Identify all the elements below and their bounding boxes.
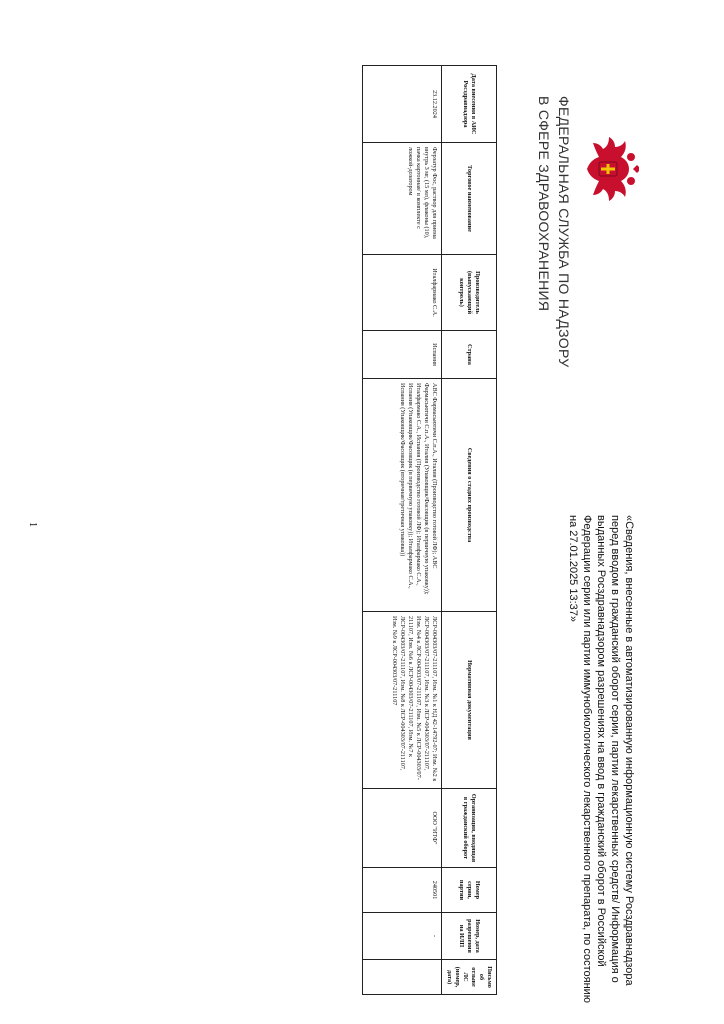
header-trade-name: Торговое наименование xyxy=(442,143,497,255)
registry-table xyxy=(362,65,497,995)
document-title: «Сведения, внесенные в автоматизированную информационную систему Росздравнадзора перед вводом в гражданский оборот серии, партии лекарственных средств/ Информация о выданных Росздравнадзором разрешениях на ввод в гражданский оборот в Российской Федерации серии или партии иммунобиологического лекарственного препарата, по состоянию на 27.01.2025 13:37» xyxy=(567,515,635,1004)
header-organization: Организация, вводящая в гражданский оборот xyxy=(442,789,497,868)
header-production-stages: Сведения о стадиях производства xyxy=(442,379,497,612)
agency-name-line1: ФЕДЕРАЛЬНАЯ СЛУЖБА ПО НАДЗОРУ xyxy=(556,96,572,368)
cell-permit-number: - xyxy=(363,913,442,960)
cell-trade-name: Ферзатур Фос, раствор для приема внутрь 3 мг, (15 мл), флаконы (10), пачка картонная/ в комплекте с ложкой-дозатором xyxy=(363,143,442,255)
cell-recall-letter xyxy=(363,960,442,995)
table-row xyxy=(363,66,442,995)
cell-batch-number: 240501 xyxy=(363,868,442,913)
header-batch-number: Номер серии, партии xyxy=(442,868,497,913)
double-headed-eagle-emblem-icon xyxy=(583,135,639,203)
header-country: Страна xyxy=(442,331,497,379)
agency-name-line2: В СФЕРЕ ЗДРАВООХРАНЕНИЯ xyxy=(536,96,552,312)
header-entry-date: Дата внесения в АИС Росздравнадзора xyxy=(442,66,497,143)
cell-regulatory-docs: ЛСР-004303/07-211107, Изм. №1 к НД 42-14792-07; Изм. №2 к ЛСР-004303/07-211107, Изм. №3 к ЛСР-004303/07-211107, Изм. №4 к ЛСР-004303/07-211107, Изм. №5 к ЛСР-004303/07-211107, Изм. №6 к ЛСР-004303/07-211107, Изм. №7 к ЛСР-004303/07-211107, Изм. №8 к ЛСР-004303/07-211107, Изм. №9 к ЛСР-004303/07-211107 xyxy=(363,612,442,789)
cell-entry-date: 23.12.2024 xyxy=(363,66,442,143)
header-permit-number: Номер, дата разрешения на ИЛП xyxy=(442,913,497,960)
agency-name xyxy=(534,96,574,436)
cell-manufacturer: Италфармако С.А. xyxy=(363,255,442,331)
cell-country: Испания xyxy=(363,331,442,379)
cell-production-stages: АВС Фармасьютичи С.п.А., Италия (Производство готовой ЛФ); АВС Фармасьютичи С.п.А., Италия (Упаковщик/Фасовщик (в первичную упаковку)); Италфармако С.А., Испания (Производство готовой ЛФ); Италфармако С.А., Испания (Упаковщик/Фасовщик (в первичную упаковку)); Италфармако С.А., Испания (Упаковщик/Фасовщик (вторичная/третичная упаковка)) xyxy=(363,379,442,612)
header-regulatory-docs: Нормативная документация xyxy=(442,612,497,789)
header-manufacturer: Производитель (выпускающий контроль) xyxy=(442,255,497,331)
page-number: 1 xyxy=(27,522,38,527)
cell-organization: ООО "ИТФ" xyxy=(363,789,442,868)
header-recall-letter: Письмо об отзыве ЛС (номер, дата) xyxy=(442,960,497,995)
table-header-row xyxy=(442,66,497,995)
